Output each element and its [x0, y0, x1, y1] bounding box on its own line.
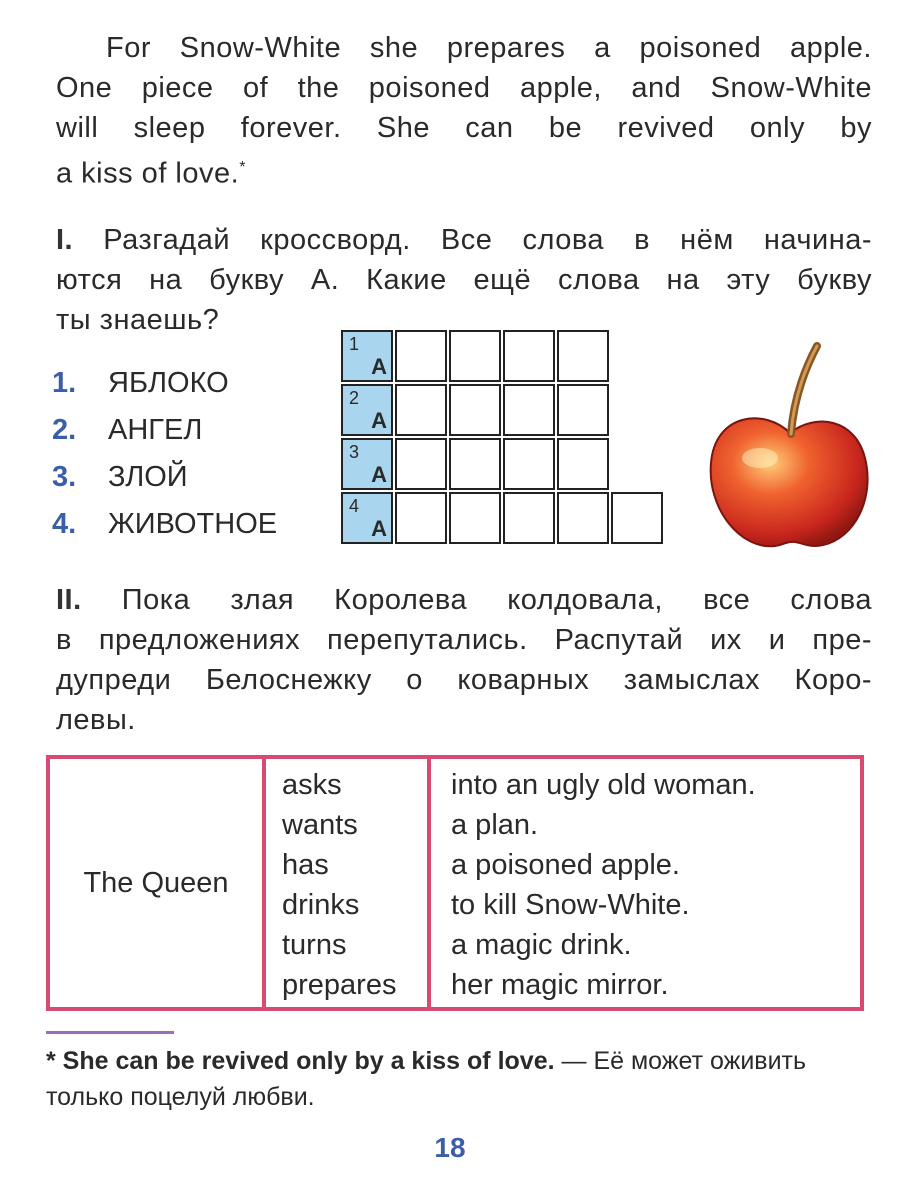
ending-cell: into an ugly old woman. [451, 769, 756, 801]
ending-cell: to kill Snow-White. [451, 889, 690, 921]
text-line: For Snow-White she prepares a poisoned apple. [106, 32, 872, 64]
apple-illustration [705, 338, 875, 553]
clue-list [52, 360, 277, 548]
crossword-cell[interactable] [449, 330, 501, 382]
crossword-letter: A [371, 354, 387, 379]
list-item [52, 501, 277, 548]
text-line [56, 580, 872, 620]
crossword-start-cell[interactable] [341, 438, 393, 490]
crossword-number: 4 [349, 496, 360, 516]
task-two [56, 580, 872, 740]
subject-column [50, 759, 266, 1007]
crossword-cell[interactable] [449, 384, 501, 436]
crossword-cell[interactable] [503, 330, 555, 382]
task-numeral: I. [56, 224, 74, 256]
text-line [56, 220, 872, 260]
clue-number: 3. [52, 461, 77, 493]
ending-cell: a poisoned apple. [451, 849, 680, 881]
crossword-cell[interactable] [557, 330, 609, 382]
intro-paragraph [56, 28, 872, 194]
clue-word: АНГЕЛ [108, 414, 203, 446]
crossword-cell[interactable] [557, 492, 609, 544]
clue-word: ЯБЛОКО [108, 367, 229, 399]
crossword-number: 3 [349, 442, 360, 462]
crossword-cell[interactable] [449, 438, 501, 490]
crossword-start-cell[interactable] [341, 384, 393, 436]
text-line [56, 148, 872, 194]
text-line: ты знаешь? [56, 304, 220, 336]
footnote-divider [46, 1031, 174, 1034]
crossword-cell[interactable] [503, 384, 555, 436]
list-item [52, 360, 277, 407]
text-line: левы. [56, 704, 136, 736]
clue-number: 4. [52, 508, 77, 540]
crossword-letter: A [371, 462, 387, 487]
footnote-english: * She can be revived only by a kiss of love. [46, 1047, 555, 1075]
ending-cell: a magic drink. [451, 929, 632, 961]
verb-cell: asks [282, 769, 342, 801]
text-line: One piece of the poisoned apple, and Snow-White [56, 72, 872, 104]
verb-cell: turns [282, 929, 347, 961]
page-number: 18 [434, 1132, 466, 1163]
crossword-number: 2 [349, 388, 360, 408]
crossword-cell[interactable] [395, 384, 447, 436]
crossword-start-cell[interactable] [341, 492, 393, 544]
list-item [52, 454, 277, 501]
ending-cell: her magic mirror. [451, 969, 669, 1001]
text-line: will sleep forever. She can be revived only by [56, 112, 872, 144]
crossword-cell[interactable] [557, 438, 609, 490]
crossword-cell[interactable] [449, 492, 501, 544]
ending-column [431, 759, 860, 1007]
clue-word: ЖИВОТНОЕ [108, 508, 278, 540]
crossword-cell[interactable] [503, 438, 555, 490]
crossword-cell[interactable] [503, 492, 555, 544]
crossword-cell[interactable] [395, 492, 447, 544]
footnote-translation: — Её может оживить только поцелуй любви. [46, 1047, 807, 1111]
text-line: ются на букву А. Какие ещё слова на эту букву [56, 264, 872, 296]
crossword-letter: A [371, 516, 387, 541]
text-line-content: a kiss of love. [56, 157, 240, 190]
ending-cell: a plan. [451, 809, 539, 841]
text-line-content: Пока злая Королева колдовала, все слова [121, 584, 873, 616]
verb-cell: drinks [282, 889, 360, 921]
list-item [52, 407, 277, 454]
footnote-marker: * [239, 159, 246, 176]
task-one [56, 220, 872, 340]
verb-column [264, 759, 431, 1007]
crossword-cell[interactable] [557, 384, 609, 436]
verb-cell: wants [282, 809, 358, 841]
clue-number: 1. [52, 367, 77, 399]
crossword-number: 1 [349, 334, 360, 354]
sentence-table [46, 755, 864, 1011]
crossword-letter: A [371, 408, 387, 433]
verb-cell: has [282, 849, 329, 881]
subject-cell: The Queen [83, 866, 229, 899]
crossword-start-cell[interactable] [341, 330, 393, 382]
text-line-content: Разгадай кроссворд. Все слова в нём начина- [103, 224, 872, 256]
crossword-cell[interactable] [395, 438, 447, 490]
task-numeral: II. [56, 584, 82, 616]
text-line: дупреди Белоснежку о коварных замыслах Коро- [56, 664, 872, 696]
footnote [46, 1043, 864, 1115]
crossword-cell[interactable] [611, 492, 663, 544]
text-line: в предложениях перепутались. Распутай их и пре- [56, 624, 872, 656]
clue-number: 2. [52, 414, 77, 446]
verb-cell: prepares [282, 969, 397, 1001]
crossword-cell[interactable] [395, 330, 447, 382]
clue-word: ЗЛОЙ [108, 461, 188, 493]
